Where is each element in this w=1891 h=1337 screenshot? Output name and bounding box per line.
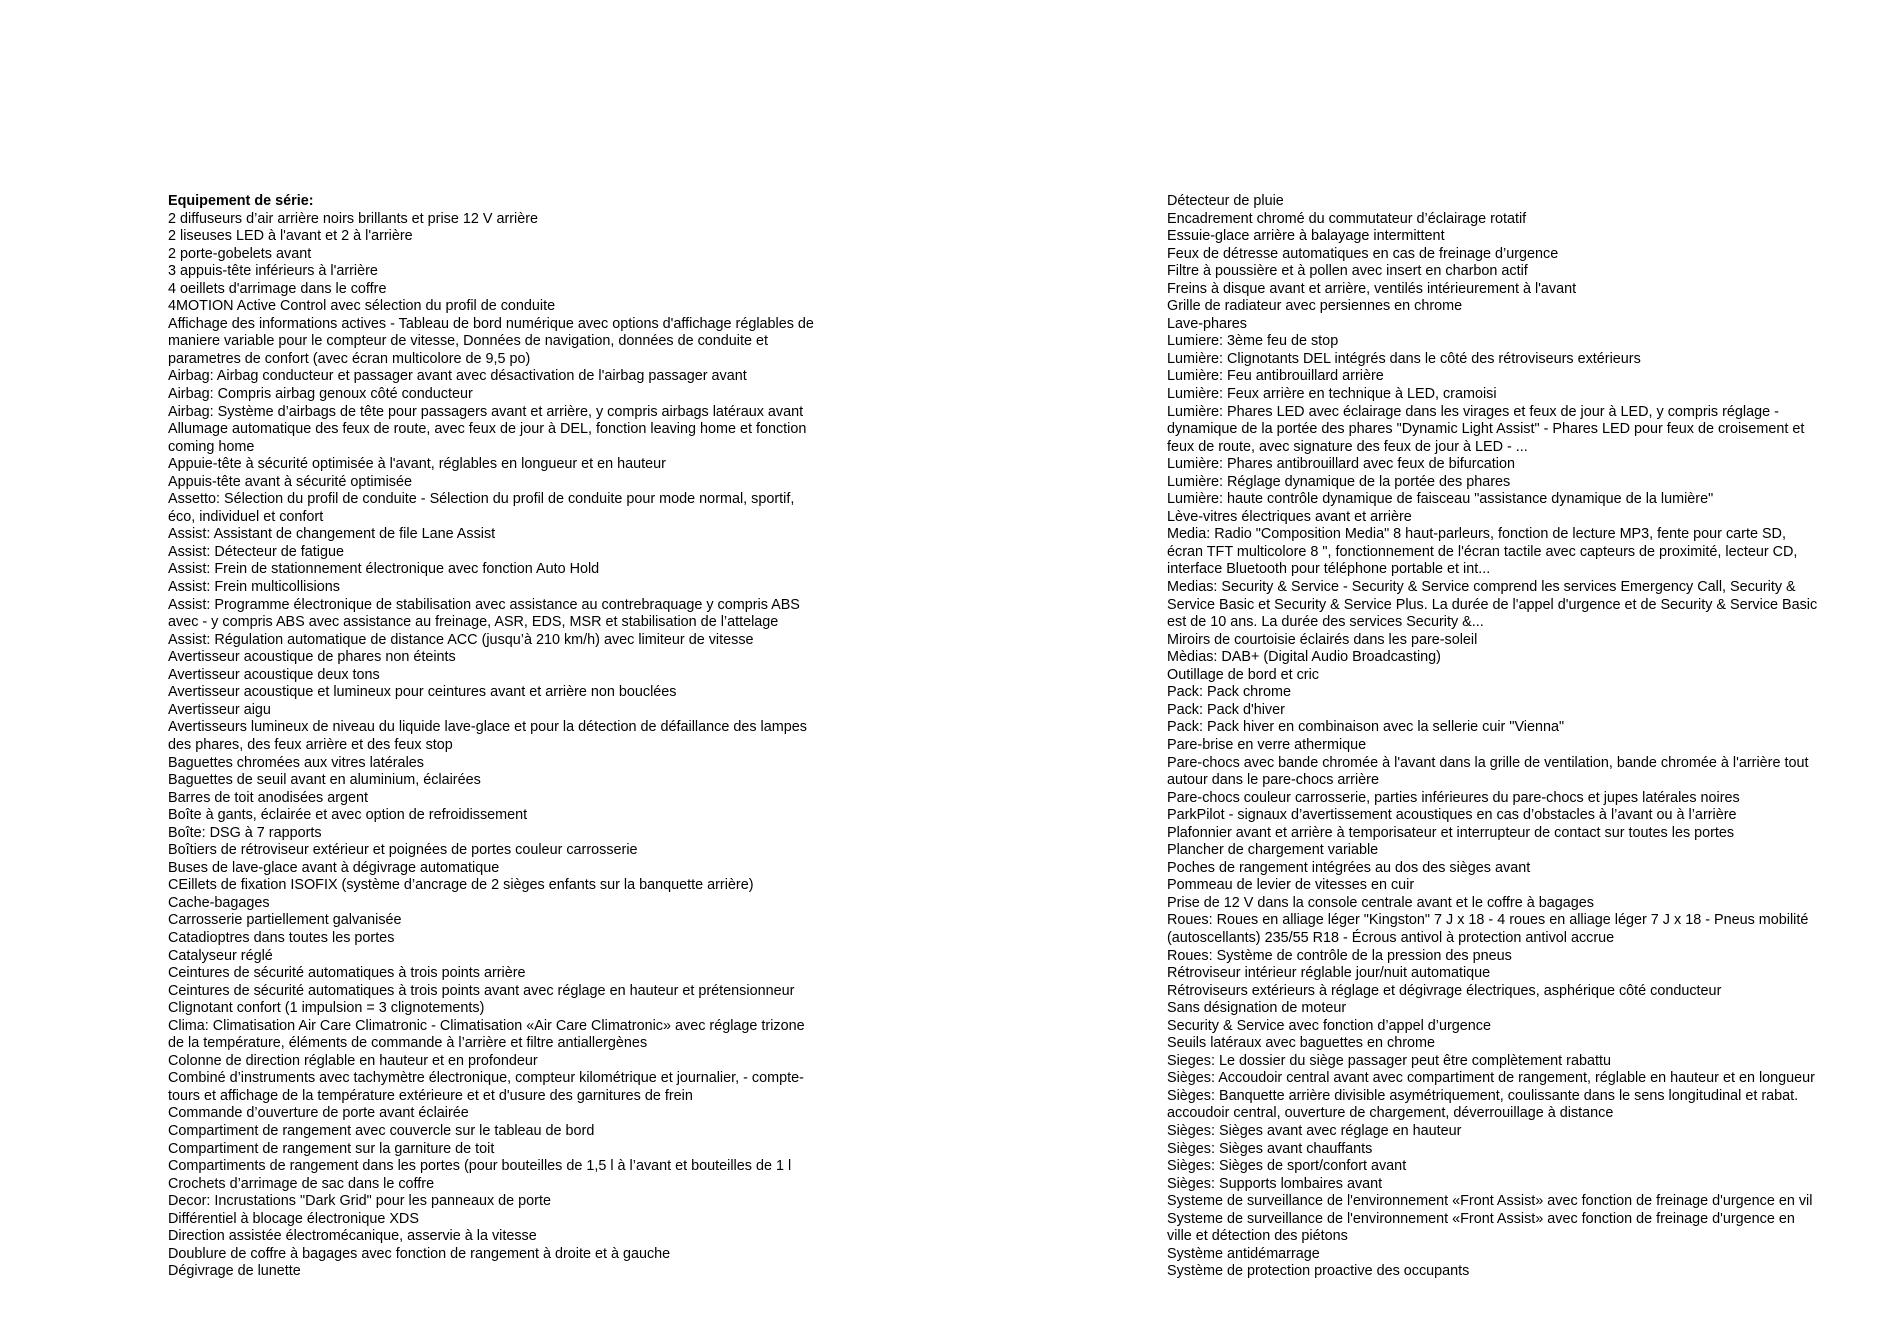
equipment-item: Colonne de direction réglable en hauteur et en profondeur [168,1052,538,1069]
equipment-item: Lumière: haute contrôle dynamique de faisceau "assistance dynamique de la lumière" [1167,491,1714,508]
equipment-item: Pommeau de levier de vitesses en cuir [1167,877,1415,894]
equipment-item: Sans désignation de moteur [1167,1000,1347,1017]
equipment-item: Assetto: Sélection du profil de conduite - Sélection du profil de conduite pour mode normal, sportif, éco, individuel et confort [168,491,795,525]
equipment-item: Sièges: Supports lombaires avant [1167,1175,1383,1192]
equipment-item: Avertisseur acoustique et lumineux pour ceintures avant et arrière non bouclées [168,684,677,701]
equipment-item: Sièges: Sièges avant avec réglage en hauteur [1167,1122,1462,1139]
equipment-item: Lave-phares [1167,315,1247,332]
equipment-item: Boîtiers de rétroviseur extérieur et poignées de portes couleur carrosserie [168,842,638,859]
equipment-item: Rétroviseur intérieur réglable jour/nuit automatique [1167,965,1491,982]
equipment-item: Buses de lave-glace avant à dégivrage automatique [168,859,500,876]
equipment-item: Lumiere: 3ème feu de stop [1167,333,1339,350]
equipment-item: Avertisseur acoustique deux tons [168,666,380,683]
equipment-item: Media: Radio "Composition Media" 8 haut-parleurs, fonction de lecture MP3, fente pour carte SD, écran TFT multicolore 8 ", fonctionnement de l'écran tactile avec capteurs de proximité, lecteur CD, interface Bluetooth pour téléphone portable et int... [1167,526,1798,578]
equipment-item: Decor: Incrustations "Dark Grid" pour les panneaux de porte [168,1193,551,1210]
equipment-item: Mèdias: DAB+ (Digital Audio Broadcasting) [1167,649,1441,666]
equipment-item: Allumage automatique des feux de route, avec feux de jour à DEL, fonction leaving home et fonction coming home [168,421,807,455]
equipment-item: Assist: Programme électronique de stabilisation avec assistance au contrebraquage y compris ABS avec - y compris ABS avec assistance au freinage, ASR, EDS, MSR et stabilisation de l’attelage [168,596,800,631]
equipment-item: Assist: Frein multicollisions [168,579,340,596]
equipment-item: 4 oeillets d'arrimage dans le coffre [168,280,387,297]
equipment-item: Lumière: Feux arrière en technique à LED, cramoisi [1167,386,1497,403]
equipment-item: Roues: Roues en alliage léger "Kingston" 7 J x 18 - 4 roues en alliage léger 7 J x 18 - Pneus mobilité (autoscellants) 235/55 R18 - Écrous antivol à protection antivol accrue [1167,912,1809,946]
equipment-item: Pare-chocs couleur carrosserie, parties inférieures du pare-chocs et jupes latérales noires [1167,789,1740,806]
equipment-item: CEillets de fixation ISOFIX (système d’ancrage de 2 sièges enfants sur la banquette arrière) [168,877,754,894]
equipment-item: Systeme de surveillance de l'environnement «Front Assist» avec fonction de freinage d'urgence en ville et détection des piétons [1167,1210,1795,1245]
equipment-item: Sieges: Le dossier du siège passager peut être complètement rabattu [1167,1052,1611,1069]
equipment-item: Catalyseur réglé [168,947,273,964]
equipment-item: Security & Service avec fonction d’appel d’urgence [1167,1017,1491,1034]
equipment-item: Pack: Pack hiver en combinaison avec la sellerie cuir "Vienna" [1167,719,1565,736]
equipment-item: Ceintures de sécurité automatiques à trois points arrière [168,965,526,982]
equipment-item: ParkPilot - signaux d’avertissement acoustiques en cas d’obstacles à l’avant ou à l’arrière [1167,807,1737,824]
equipment-item: Pack: Pack chrome [1167,684,1291,701]
equipment-item: Différentiel à blocage électronique XDS [168,1210,419,1227]
equipment-item: Dégivrage de lunette [168,1263,301,1280]
equipment-item: Airbag: Système d’airbags de tête pour passagers avant et arrière, y compris airbags latéraux avant [168,403,804,420]
equipment-item: Pare-chocs avec bande chromée à l'avant dans la grille de ventilation, bande chromée à l'arrière tout autour dans le pare-chocs arrière [1167,754,1809,789]
equipment-item: Affichage des informations actives - Tableau de bord numérique avec options d'affichage réglables de maniere variable pour le compteur de vitesse, Données de navigation, données de conduite et parametres de confort (avec écran multicolore de 9,5 po) [168,315,814,367]
equipment-item: Catadioptres dans toutes les portes [168,929,395,946]
equipment-item: 2 liseuses LED à l'avant et 2 à l'arrière [168,228,413,245]
equipment-item: Seuils latéraux avec baguettes en chrome [1167,1035,1435,1052]
equipment-item: Lumière: Clignotants DEL intégrés dans le côté des rétroviseurs extérieurs [1167,350,1641,367]
section-heading: Equipement de série: [168,193,314,209]
equipment-item: Crochets d’arrimage de sac dans le coffre [168,1175,435,1192]
equipment-item: Système antidémarrage [1167,1245,1320,1262]
equipment-item: Lumière: Réglage dynamique de la portée des phares [1167,473,1511,490]
equipment-item: Lève-vitres électriques avant et arrière [1167,508,1412,525]
equipment-item: 4MOTION Active Control avec sélection du profil de conduite [168,298,556,315]
equipment-item: Baguettes chromées aux vitres latérales [168,754,424,771]
equipment-item: Avertisseur aigu [168,701,271,718]
equipment-item: Boîte: DSG à 7 rapports [168,824,322,841]
equipment-item: Appuis-tête avant à sécurité optimisée [168,473,412,490]
equipment-item: Baguettes de seuil avant en aluminium, éclairées [168,772,481,789]
equipment-item: Plafonnier avant et arrière à temporisateur et interrupteur de contact sur toutes les portes [1167,824,1735,841]
right-equipment-list [1167,193,1867,1281]
right-column [1167,193,1867,1281]
equipment-item: Miroirs de courtoisie éclairés dans les pare-soleil [1167,631,1478,648]
equipment-item: Airbag: Airbag conducteur et passager avant avec désactivation de l'airbag passager avant [168,368,747,385]
equipment-item: Essuie-glace arrière à balayage intermittent [1167,228,1445,245]
equipment-item: Outillage de bord et cric [1167,666,1319,683]
equipment-item: Compartiment de rangement sur la garniture de toit [168,1140,495,1157]
equipment-item: Feux de détresse automatiques en cas de freinage d’urgence [1167,245,1559,262]
equipment-item: Boîte à gants, éclairée et avec option de refroidissement [168,807,528,824]
equipment-item: Airbag: Compris airbag genoux côté conducteur [168,386,473,403]
equipment-item: Clima: Climatisation Air Care Climatronic - Climatisation «Air Care Climatronic» avec réglage trizone de la température, éléments de commande à l’arrière et filtre antiallergènes [168,1017,805,1052]
equipment-item: Avertisseurs lumineux de niveau du liquide lave-glace et pour la détection de défaillance des lampes des phares, des feux arrière et des feux stop [168,719,807,753]
equipment-item: Assist: Détecteur de fatigue [168,543,344,560]
equipment-item: Commande d’ouverture de porte avant éclairée [168,1105,469,1122]
left-equipment-list [168,211,868,1281]
equipment-item: Appuie-tête à sécurité optimisée à l'avant, réglables en longueur et en hauteur [168,456,666,473]
equipment-item: Roues: Système de contrôle de la pression des pneus [1167,947,1512,964]
equipment-item: Grille de radiateur avec persiennes en chrome [1167,298,1463,315]
equipment-item: Système de protection proactive des occupants [1167,1263,1470,1280]
equipment-item: Sièges: Banquette arrière divisible asymétriquement, coulissante dans le sens longitudinal et rabat. accoudoir central, ouverture de chargement, déverrouillage à distance [1167,1087,1799,1122]
equipment-item: 2 diffuseurs d’air arrière noirs brillants et prise 12 V arrière [168,210,539,227]
equipment-item: Rétroviseurs extérieurs à réglage et dégivrage électriques, asphérique côté conducteur [1167,982,1722,999]
equipment-item: Direction assistée électromécanique, asservie à la vitesse [168,1228,537,1245]
equipment-item: Combiné d’instruments avec tachymètre électronique, compteur kilométrique et journalier, - compte- tours et affichage de la température extérieure et et d'usure des garnitures de frein [168,1070,804,1104]
equipment-item: Détecteur de pluie [1167,193,1284,209]
equipment-item: Pare-brise en verre athermique [1167,736,1367,753]
equipment-item: Prise de 12 V dans la console centrale avant et le coffre à bagages [1167,894,1594,911]
equipment-item: Poches de rangement intégrées au dos des sièges avant [1167,859,1531,876]
left-column [168,193,868,1281]
equipment-item: Clignotant confort (1 impulsion = 3 clignotements) [168,1000,485,1017]
equipment-item: Lumière: Phares LED avec éclairage dans les virages et feux de jour à LED, y compris réglage - dynamique de la portée des phares "Dynamic Light Assist" - Phares LED pour feux de croisement et feux de route, avec signature des feux de jour à LED - ... [1167,403,1805,455]
equipment-item: Assist: Frein de stationnement électronique avec fonction Auto Hold [168,561,600,578]
equipment-item: Sièges: Sièges avant chauffants [1167,1140,1373,1157]
equipment-item: Carrosserie partiellement galvanisée [168,912,402,929]
equipment-item: Sièges: Accoudoir central avant avec compartiment de rangement, réglable en hauteur et en longueur [1167,1070,1815,1087]
equipment-item: 3 appuis-tête inférieurs à l'arrière [168,263,378,280]
equipment-item: Medias: Security & Service - Security & Service comprend les services Emergency Call, Security & Service Basic et Security & Service Plus. La durée de l'appel d'urgence et de Security & Service Basic est de 10 ans. La durée des services Security &... [1167,579,1818,631]
equipment-item: Compartiments de rangement dans les portes (pour bouteilles de 1,5 l à l’avant et bouteilles de 1 l [168,1158,792,1175]
equipment-item: Sièges: Sièges de sport/confort avant [1167,1158,1407,1175]
equipment-item: Plancher de chargement variable [1167,842,1379,859]
equipment-item: Assist: Assistant de changement de file Lane Assist [168,526,496,543]
equipment-item: Lumière: Phares antibrouillard avec feux de bifurcation [1167,456,1515,473]
equipment-item: Filtre à poussière et à pollen avec insert en charbon actif [1167,263,1528,280]
equipment-item: Cache-bagages [168,894,270,911]
equipment-item: Pack: Pack d'hiver [1167,701,1285,718]
equipment-item: Freins à disque avant et arrière, ventilés intérieurement à l'avant [1167,280,1577,297]
equipment-item: Encadrement chromé du commutateur d’éclairage rotatif [1167,210,1527,227]
equipment-item: Avertisseur acoustique de phares non éteints [168,649,456,666]
equipment-item: Systeme de surveillance de l'environnement «Front Assist» avec fonction de freinage d'urgence en vil [1167,1193,1813,1210]
equipment-item: Lumière: Feu antibrouillard arrière [1167,368,1384,385]
equipment-item: Compartiment de rangement avec couvercle sur le tableau de bord [168,1122,595,1139]
equipment-item: Doublure de coffre à bagages avec fonction de rangement à droite et à gauche [168,1245,671,1262]
equipment-item: Assist: Régulation automatique de distance ACC (jusqu’à 210 km/h) avec limiteur de vitesse [168,631,754,648]
equipment-item: 2 porte-gobelets avant [168,245,312,262]
equipment-item: Barres de toit anodisées argent [168,789,368,806]
equipment-item: Ceintures de sécurité automatiques à trois points avant avec réglage en hauteur et prétensionneur [168,982,795,999]
